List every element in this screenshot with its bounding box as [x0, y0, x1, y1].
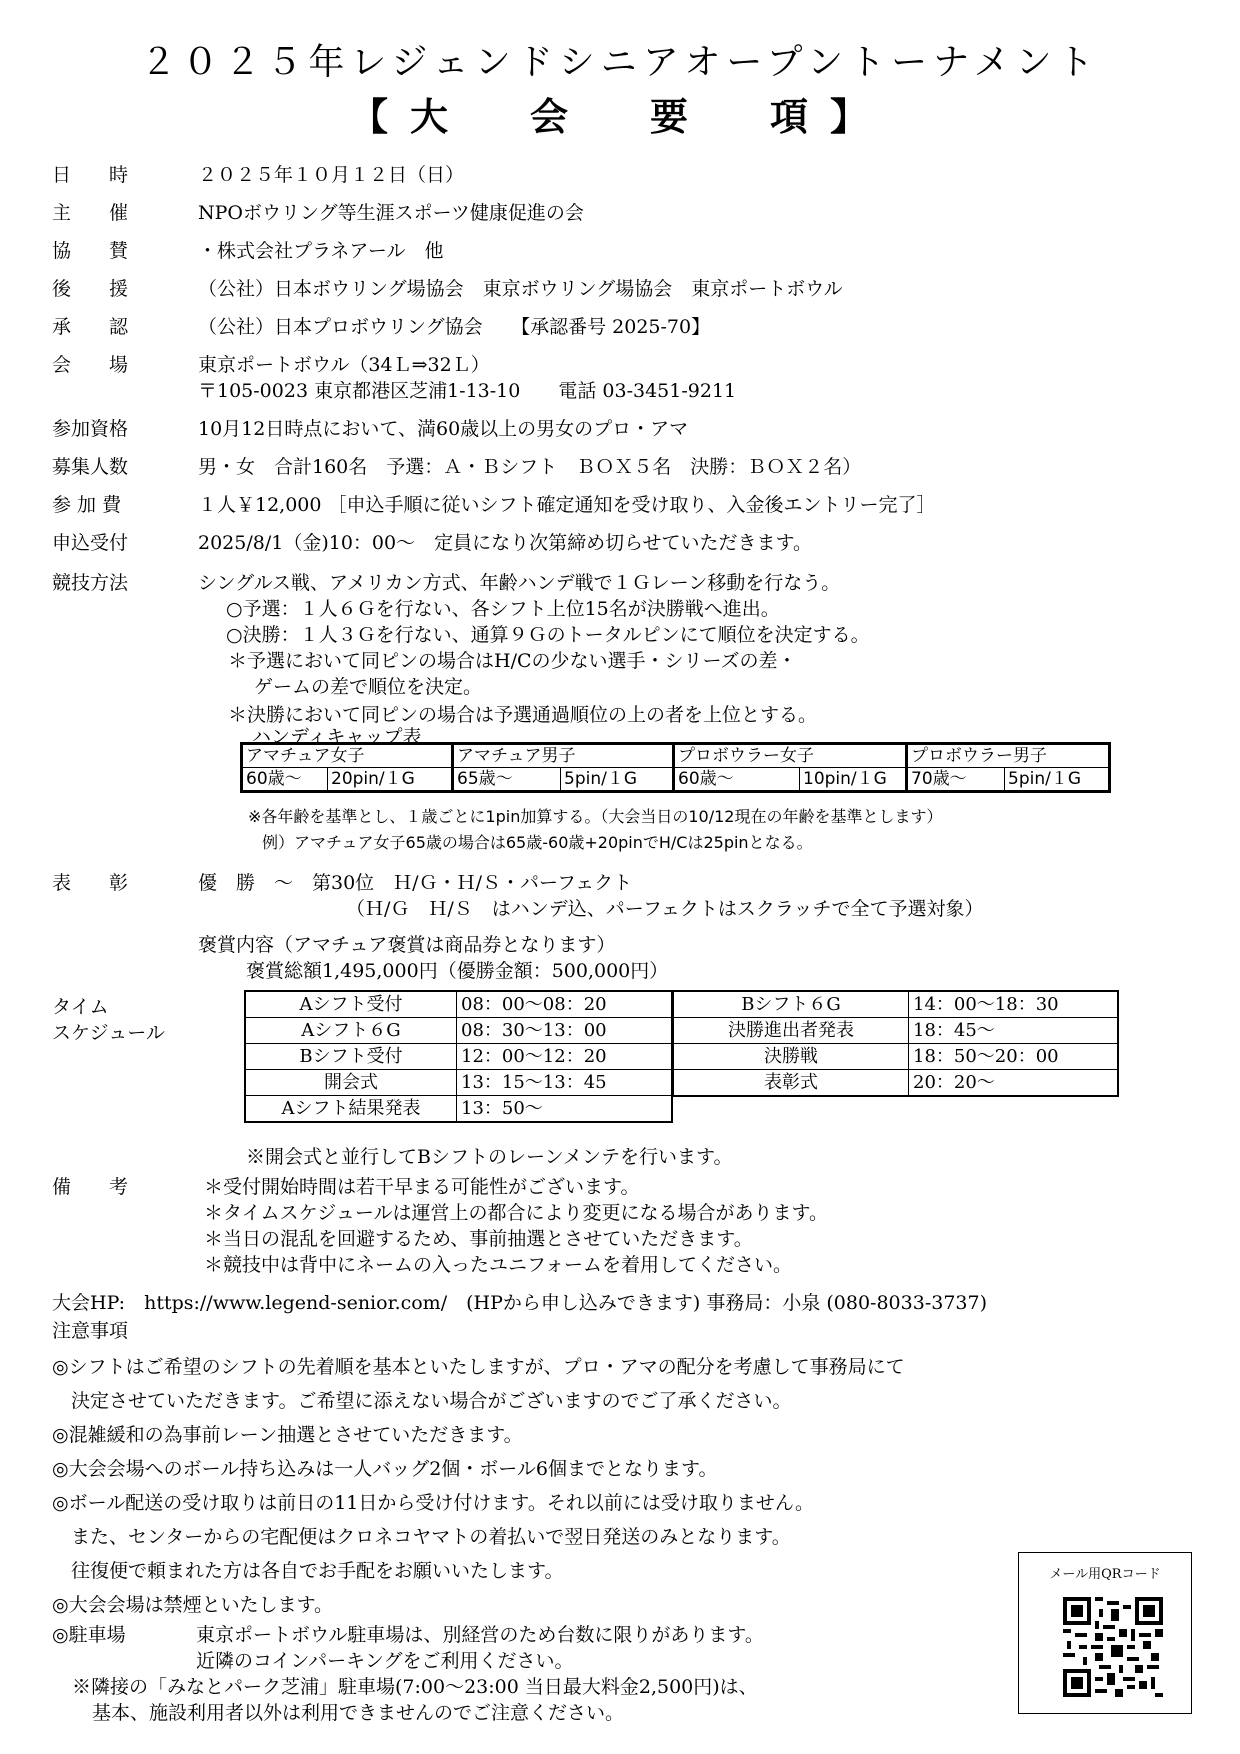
- note-line: ◎大会会場へのボール持ち込みは一人バッグ2個・ボール6個までとなります。: [52, 1458, 718, 1480]
- method-line-4: ゲームの差で順位を決定。: [254, 676, 483, 698]
- award-line-2: （Ｈ/Ｇ Ｈ/Ｓ はハンデ込、パーフェクトはスクラッチで全て予選対象）: [346, 898, 984, 920]
- award-line-4: 褒賞総額1,495,000円（優勝金額：500,000円）: [246, 960, 669, 982]
- schedule-time: 18：50～20：00: [909, 1044, 1119, 1070]
- notes-title: 注意事項: [52, 1320, 129, 1342]
- schedule-row: [673, 1044, 1118, 1070]
- page-subtitle: 【大 会 要 項】: [349, 95, 890, 139]
- method-line-3: ＊予選において同ピンの場合はH/Cの少ない選手・シリーズの差・: [228, 650, 797, 672]
- row-label-method: 競技方法: [52, 572, 129, 594]
- schedule-event: Bシフト受付: [245, 1044, 457, 1070]
- handicap-value-row: [242, 768, 1110, 792]
- schedule-time: 18：45～: [909, 1018, 1119, 1044]
- schedule-event: Bシフト６G: [673, 991, 909, 1018]
- row-value-venue-address: 〒105-0023 東京都港区芝浦1-13-10 電話 03-3451-9211: [198, 380, 737, 402]
- remarks-line: ＊タイムスケジュールは運営上の都合により変更になる場合があります。: [204, 1202, 828, 1224]
- remarks-line: ＊当日の混乱を回避するため、事前抽選とさせていただきます。: [204, 1228, 753, 1250]
- row-label-approval: 承 認: [52, 316, 129, 338]
- parking-line: 東京ポートボウル駐車場は、別経営のため台数に限りがあります。: [196, 1624, 764, 1646]
- schedule-time: 20：20～: [909, 1070, 1119, 1097]
- handicap-note-2: 例）アマチュア女子65歳の場合は65歳-60歳+20pinでH/Cは25pinとなる。: [262, 833, 813, 852]
- schedule-row: [245, 991, 672, 1018]
- page-title: ２０２５年レジェンドシニアオープントーナメント: [140, 42, 1100, 83]
- row-value-method: シングルス戦、アメリカン方式、年齢ハンデ戦で１Ｇレーン移動を行なう。: [198, 572, 841, 594]
- method-line-5: ＊決勝において同ピンの場合は予選通過順位の上の者を上位とする。: [228, 704, 818, 726]
- schedule-row: [673, 1018, 1118, 1044]
- row-label-date: 日 時: [52, 164, 129, 186]
- schedule-table-left: [244, 990, 673, 1123]
- row-value-sponsor: ・株式会社プラネアール 他: [198, 240, 444, 262]
- row-label-capacity: 募集人数: [52, 456, 129, 478]
- method-line-1: ○予選：１人６Ｇを行ない、各シフト上位15名が決勝戦へ進出。: [226, 598, 780, 620]
- row-value-fee: １人￥12,000 ［申込手順に従いシフト確定通知を受け取り、入金後エントリー完了］: [198, 494, 936, 516]
- award-line-1: 優 勝 ～ 第30位 Ｈ/Ｇ・Ｈ/Ｓ・パーフェクト: [198, 872, 633, 894]
- schedule-row: [245, 1018, 672, 1044]
- row-label-eligibility: 参加資格: [52, 418, 129, 440]
- schedule-time: 14：00～18：30: [909, 991, 1119, 1018]
- parking-note-1: ※隣接の「みなとパーク芝浦」駐車場(7:00～23:00 当日最大料金2,500円)は、: [72, 1676, 758, 1698]
- handicap-pin: 20pin/１G: [328, 768, 453, 792]
- note-line: 決定させていただきます。ご希望に添えない場合がございますのでご了承ください。: [52, 1390, 792, 1412]
- handicap-header-pro-men: プロボウラー男子: [907, 744, 1110, 768]
- schedule-event: 表彰式: [673, 1070, 909, 1097]
- schedule-event: 決勝進出者発表: [673, 1018, 909, 1044]
- note-line: ◎大会会場は禁煙といたします。: [52, 1594, 334, 1616]
- award-line-3: 褒賞内容（アマチュア褒賞は商品券となります）: [198, 934, 616, 956]
- note-line: ◎混雑緩和の為事前レーン抽選とさせていただきます。: [52, 1424, 523, 1446]
- note-line: ◎シフトはご希望のシフトの先着順を基本といたしますが、プロ・アマの配分を考慮して事務局にて: [52, 1356, 905, 1378]
- award-label: 表 彰: [52, 872, 129, 894]
- schedule-event: Aシフト結果発表: [245, 1096, 457, 1123]
- schedule-event: 開会式: [245, 1070, 457, 1096]
- row-label-fee: 参 加 費: [52, 494, 122, 516]
- remarks-line: ＊競技中は背中にネームの入ったユニフォームを着用してください。: [204, 1254, 793, 1276]
- row-value-eligibility: 10月12日時点において、満60歳以上の男女のプロ・アマ: [198, 418, 689, 440]
- row-label-application: 申込受付: [52, 532, 129, 554]
- row-label-support: 後 援: [52, 278, 129, 300]
- schedule-row: [245, 1070, 672, 1096]
- schedule-time: 08：30～13：00: [457, 1018, 673, 1044]
- parking-label: ◎駐車場: [52, 1624, 126, 1646]
- row-label-organizer: 主 催: [52, 202, 129, 224]
- handicap-age: 60歳～: [674, 768, 800, 792]
- note-line: 往復便で頼まれた方は各自でお手配をお願いいたします。: [52, 1560, 564, 1582]
- schedule-time: 13：50～: [457, 1096, 673, 1123]
- schedule-row: [673, 1070, 1118, 1097]
- row-value-support: （公社）日本ボウリング場協会 東京ボウリング場協会 東京ポートボウル: [198, 278, 843, 300]
- qr-code-icon: [1063, 1597, 1163, 1697]
- handicap-header-amateur-women: アマチュア女子: [242, 744, 453, 768]
- qr-code-box: [1018, 1552, 1192, 1714]
- note-line: ◎ボール配送の受け取りは前日の11日から受け付けます。それ以前には受け取りません。: [52, 1492, 814, 1514]
- handicap-pin: 10pin/１G: [800, 768, 907, 792]
- handicap-header-row: [242, 744, 1110, 768]
- row-value-approval: （公社）日本プロボウリング協会 【承認番号 2025-70】: [198, 316, 711, 338]
- note-line: また、センターからの宅配便はクロネコヤマトの着払いで翌日発送のみとなります。: [52, 1526, 791, 1548]
- schedule-time: 12：00～12：20: [457, 1044, 673, 1070]
- handicap-table: [240, 742, 1111, 793]
- method-line-2: ○決勝：１人３Ｇを行ない、通算９Ｇのトータルピンにて順位を決定する。: [226, 624, 870, 646]
- schedule-time: 13：15～13：45: [457, 1070, 673, 1096]
- remarks-line: ＊受付開始時間は若干早まる可能性がございます。: [204, 1176, 640, 1198]
- handicap-age: 65歳～: [453, 768, 561, 792]
- row-value-capacity: 男・女 合計160名 予選：Ａ・Ｂシフト ＢＯＸ５名 決勝：ＢＯＸ２名）: [198, 456, 862, 478]
- parking-line: 近隣のコインパーキングをご利用ください。: [196, 1650, 574, 1672]
- schedule-event: Aシフト受付: [245, 991, 457, 1018]
- handicap-age: 60歳～: [242, 768, 328, 792]
- row-label-venue: 会 場: [52, 354, 129, 376]
- website-line: 大会HP: https://www.legend-senior.com/ (HPから申し込みできます) 事務局：小泉 (080-8033-3737): [52, 1292, 987, 1314]
- schedule-event: Aシフト６G: [245, 1018, 457, 1044]
- handicap-pin: 5pin/１G: [1005, 768, 1110, 792]
- schedule-row: [245, 1044, 672, 1070]
- schedule-table-right: [672, 990, 1119, 1097]
- row-value-application: 2025/8/1（金)10：00～ 定員になり次第締め切らせていただきます。: [198, 532, 813, 554]
- schedule-row: [673, 991, 1118, 1018]
- schedule-label-1: タイム: [52, 996, 109, 1018]
- handicap-age: 70歳～: [907, 768, 1005, 792]
- handicap-header-pro-women: プロボウラー女子: [674, 744, 907, 768]
- row-value-venue: 東京ポートボウル（34Ｌ⇒32Ｌ）: [198, 354, 490, 376]
- schedule-note: ※開会式と並行してBシフトのレーンメンテを行います。: [246, 1146, 733, 1168]
- schedule-event: 決勝戦: [673, 1044, 909, 1070]
- schedule-label-2: スケジュール: [52, 1022, 165, 1044]
- qr-code-label: メール用QRコード: [1049, 1567, 1161, 1582]
- handicap-table-title: ハンディキャップ表: [252, 726, 422, 748]
- row-value-date: ２０２５年１０月１２日（日）: [198, 164, 465, 186]
- handicap-header-amateur-men: アマチュア男子: [453, 744, 674, 768]
- schedule-row: [245, 1096, 672, 1123]
- handicap-note-1: ※各年齢を基準とし、１歳ごとに1pin加算する。（大会当日の10/12現在の年齢を基準とします）: [248, 807, 943, 826]
- handicap-pin: 5pin/１G: [561, 768, 674, 792]
- parking-note-2: 基本、施設利用者以外は利用できませんのでご注意ください。: [92, 1702, 625, 1724]
- row-value-organizer: NPOボウリング等生涯スポーツ健康促進の会: [198, 202, 584, 224]
- remarks-label: 備 考: [52, 1176, 129, 1198]
- schedule-time: 08：00～08：20: [457, 991, 673, 1018]
- row-label-sponsor: 協 賛: [52, 240, 129, 262]
